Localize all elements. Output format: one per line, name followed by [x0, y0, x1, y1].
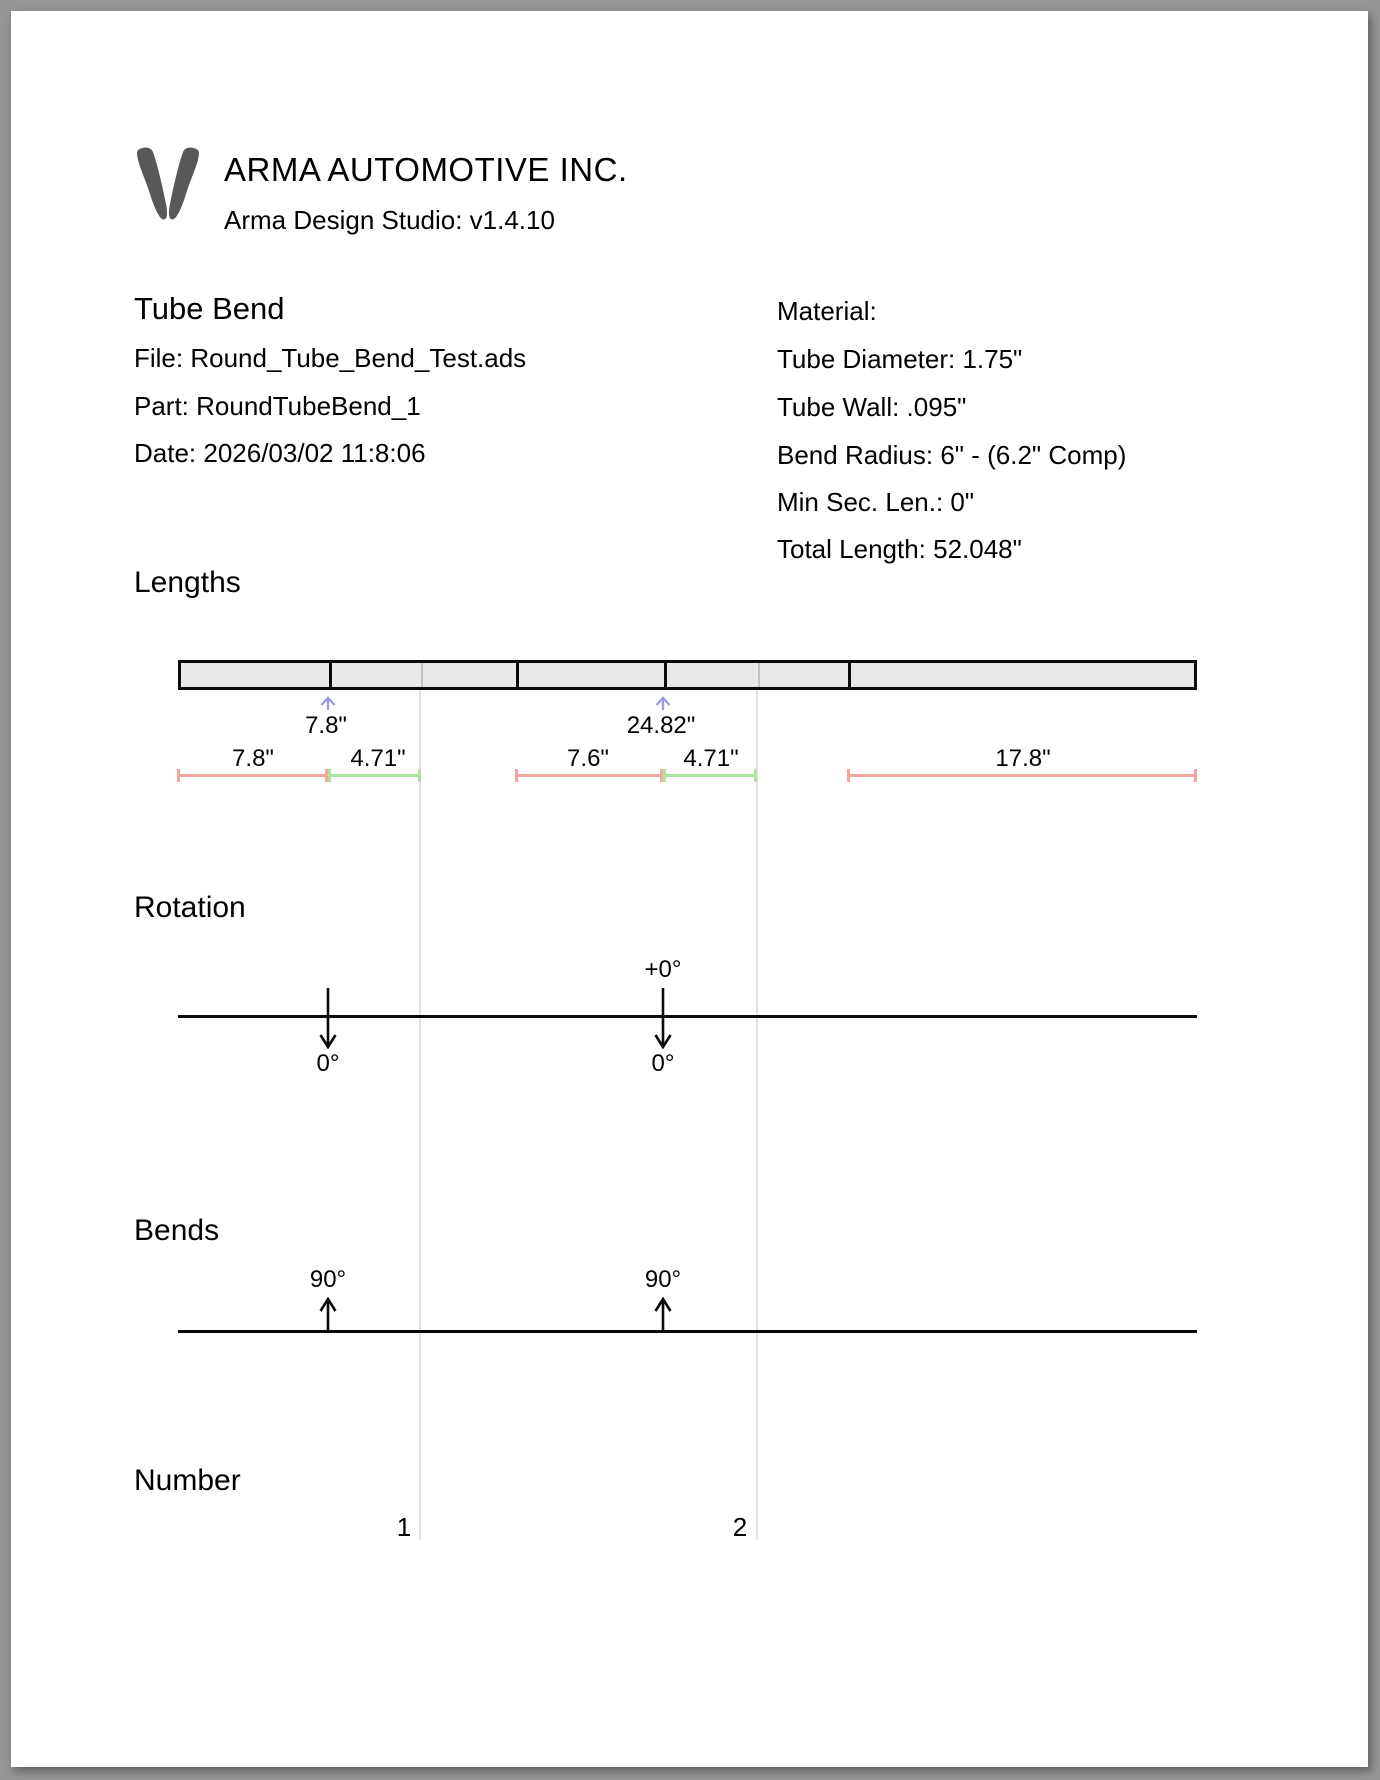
tube-diameter-line: Tube Diameter: 1.75" — [777, 344, 1023, 374]
dim-line-straight1 — [177, 774, 328, 777]
file-line: File: Round_Tube_Bend_Test.ads — [134, 343, 527, 373]
bend-radius-line: Bend Radius: 6" - (6.2" Comp) — [777, 440, 1127, 470]
tangent-arrow-icon — [320, 696, 336, 711]
tangent-arrow-icon — [655, 696, 671, 711]
dim-line-arc2 — [663, 774, 757, 777]
tube-bar-divider — [664, 663, 667, 687]
bend-marker-icon — [317, 1297, 339, 1333]
rotation-delta-label: +0° — [644, 956, 682, 983]
bend-angle-label: 90° — [309, 1266, 347, 1293]
part-line: Part: RoundTubeBend_1 — [134, 391, 421, 421]
dim-label-straight3: 17.8" — [995, 745, 1051, 772]
part-info-title: Tube Bend — [134, 291, 285, 326]
dim-label-straight2: 7.6" — [567, 745, 609, 772]
section-title-lengths: Lengths — [134, 566, 241, 599]
dim-label-arc1: 4.71" — [350, 745, 406, 772]
dim-line-straight2 — [515, 774, 663, 777]
section-title-bends: Bends — [134, 1214, 220, 1247]
tube-bar — [178, 660, 1197, 690]
dim-label-arc2: 4.71" — [683, 745, 739, 772]
arma-logo-icon — [131, 147, 205, 221]
rotation-marker-icon — [317, 988, 339, 1049]
bend2-reference-line — [756, 690, 758, 1540]
min-sec-len-line: Min Sec. Len.: 0" — [777, 487, 975, 517]
material-line: Material: — [777, 296, 877, 326]
dim-line-arc1 — [328, 774, 421, 777]
dim-label-straight1: 7.8" — [232, 745, 274, 772]
date-line: Date: 2026/03/02 11:8:06 — [134, 438, 426, 468]
company-name: ARMA AUTOMOTIVE INC. — [224, 151, 628, 188]
tube-wall-line: Tube Wall: .095" — [777, 392, 967, 422]
tube-bar-divider — [848, 663, 851, 687]
tube-bar-divider — [516, 663, 519, 687]
bend-number-label: 2 — [732, 1512, 748, 1542]
tube-bar-divider-mid1 — [421, 663, 423, 687]
tube-bar-divider-mid2 — [758, 663, 760, 687]
rotation-value-label: 0° — [651, 1050, 675, 1077]
total-length-line: Total Length: 52.048" — [777, 534, 1022, 564]
section-title-number: Number — [134, 1464, 241, 1497]
report-page — [11, 11, 1368, 1767]
bend-marker-icon — [652, 1297, 674, 1333]
dim-line-straight3 — [847, 774, 1197, 777]
tangent-distance-label: 7.8" — [305, 712, 347, 739]
rotation-value-label: 0° — [316, 1050, 340, 1077]
bend-angle-label: 90° — [644, 1266, 682, 1293]
bend1-reference-line — [419, 690, 421, 1540]
section-title-rotation: Rotation — [134, 891, 246, 924]
tangent-distance-label: 24.82" — [626, 712, 696, 739]
app-version: Arma Design Studio: v1.4.10 — [224, 205, 555, 235]
bend-number-label: 1 — [396, 1512, 412, 1542]
tube-bar-divider — [329, 663, 332, 687]
rotation-marker-icon — [652, 988, 674, 1049]
